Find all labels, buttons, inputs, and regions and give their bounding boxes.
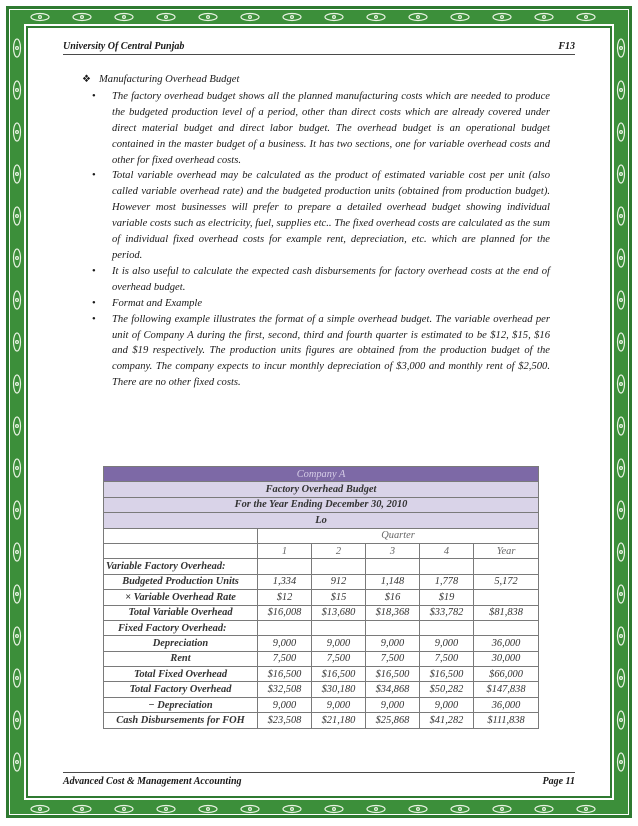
bullet-icon: • <box>92 170 96 182</box>
table-cell <box>474 620 539 635</box>
table-cell: $111,838 <box>474 713 539 728</box>
table-cell: $147,838 <box>474 682 539 697</box>
table-cell <box>312 559 366 574</box>
table-cell: $16,500 <box>258 667 312 682</box>
table-row <box>104 682 539 697</box>
column-header: 4 <box>420 543 474 558</box>
table-cell <box>258 559 312 574</box>
table-row <box>104 697 539 712</box>
table-cell <box>420 620 474 635</box>
table-cell: $34,868 <box>366 682 420 697</box>
table-cell: $16,008 <box>258 605 312 620</box>
table-period: For the Year Ending December 30, 2010 <box>104 497 539 512</box>
table-period-row <box>104 497 539 512</box>
table-cell <box>366 559 420 574</box>
row-label: Depreciation <box>104 636 258 651</box>
overhead-budget-table-wrap <box>103 466 538 729</box>
list-item <box>92 296 550 312</box>
table-cell: $16,500 <box>366 667 420 682</box>
table-quarter-row <box>104 528 539 543</box>
table-cell: 9,000 <box>420 636 474 651</box>
table-cell: $12 <box>258 590 312 605</box>
table-row <box>104 636 539 651</box>
table-cell: 9,000 <box>420 697 474 712</box>
row-label: Fixed Factory Overhead: <box>104 620 258 635</box>
table-unit: Lo <box>104 513 539 528</box>
table-cell: $16,500 <box>420 667 474 682</box>
table-cell: $21,180 <box>312 713 366 728</box>
footer-course: Advanced Cost & Management Accounting <box>63 776 242 787</box>
page-footer <box>63 772 575 787</box>
footer-page-number: Page 11 <box>542 776 575 787</box>
table-cell <box>474 590 539 605</box>
table-cell: 7,500 <box>258 651 312 666</box>
table-cell: $81,838 <box>474 605 539 620</box>
table-cell: 7,500 <box>366 651 420 666</box>
table-cell: 9,000 <box>312 697 366 712</box>
bullet-icon: • <box>92 313 96 325</box>
table-cell: 36,000 <box>474 697 539 712</box>
table-cell: $33,782 <box>420 605 474 620</box>
list-item-text: It is also useful to calculate the expected cash disbursements for factory overhead costs at the end of overhead budget. <box>112 265 550 293</box>
table-cell: 36,000 <box>474 636 539 651</box>
diamond-bullet-icon: ❖ <box>82 74 91 85</box>
table-cell: $30,180 <box>312 682 366 697</box>
table-cell: 912 <box>312 574 366 589</box>
table-cell: $19 <box>420 590 474 605</box>
column-header: Year <box>474 543 539 558</box>
table-unit-row <box>104 513 539 528</box>
table-cell: $23,508 <box>258 713 312 728</box>
table-cell: 9,000 <box>366 636 420 651</box>
list-item-text: Total variable overhead may be calculated as the product of estimated variable cost per unit (also called variable overhead rate) and the budgeted production units (obtained from production budget). However most businesses will prefer to prepare a detailed overhead budget showing individual variable costs such as electricity, fuel, supplies etc.. The fixed overhead costs are calculated as the sum of individual fixed overhead costs for example rent, depreciation, etc. which are planned for the period. <box>112 170 550 261</box>
header-university: University Of Central Punjab <box>63 41 185 52</box>
table-cell <box>258 620 312 635</box>
row-label: Total Variable Overhead <box>104 605 258 620</box>
row-label: Variable Factory Overhead: <box>104 559 258 574</box>
table-cell: $16,500 <box>312 667 366 682</box>
table-cell: $25,868 <box>366 713 420 728</box>
list-item <box>92 264 550 296</box>
column-header: 3 <box>366 543 420 558</box>
section-title: Manufacturing Overhead Budget <box>98 74 240 85</box>
table-row <box>104 559 539 574</box>
row-label: Total Factory Overhead <box>104 682 258 697</box>
table-cell: 30,000 <box>474 651 539 666</box>
row-label: Total Fixed Overhead <box>104 667 258 682</box>
section-heading <box>82 72 550 88</box>
table-quarter-label: Quarter <box>258 528 539 543</box>
list-item-text: Format and Example <box>112 297 203 309</box>
row-label: − Depreciation <box>104 697 258 712</box>
table-row <box>104 574 539 589</box>
list-item <box>92 312 550 392</box>
table-cell: $32,508 <box>258 682 312 697</box>
table-row <box>104 590 539 605</box>
list-item-text: The following example illustrates the format of a simple overhead budget. The variable overhead per unit of Company A during the first, second, third and fourth quarter is estimated to be $12, $15, $16 and $19 respectively. The production units figures are obtained from the production budget of the company. The company expects to incur monthly depreciation of $3,000 and monthly rent of $2,500. There are no other fixed costs. <box>112 313 550 389</box>
page-header <box>63 41 575 55</box>
bullet-icon: • <box>92 297 96 309</box>
table-cell: 1,334 <box>258 574 312 589</box>
table-cell: 9,000 <box>366 697 420 712</box>
overhead-budget-table <box>103 466 539 729</box>
table-column-header-row <box>104 543 539 558</box>
table-cell: $16 <box>366 590 420 605</box>
table-cell: $18,368 <box>366 605 420 620</box>
table-cell: 5,172 <box>474 574 539 589</box>
table-title: Factory Overhead Budget <box>104 482 539 497</box>
table-company: Company A <box>104 467 539 482</box>
table-cell: $13,680 <box>312 605 366 620</box>
table-cell: 9,000 <box>258 636 312 651</box>
table-cell <box>420 559 474 574</box>
column-header: 1 <box>258 543 312 558</box>
table-company-row <box>104 467 539 482</box>
table-cell: $15 <box>312 590 366 605</box>
bullet-icon: • <box>92 90 96 102</box>
table-row <box>104 605 539 620</box>
table-cell <box>366 620 420 635</box>
row-label: Cash Disbursements for FOH <box>104 713 258 728</box>
list-item-text: The factory overhead budget shows all the planned manufacturing costs which are needed to produce the budgeted production level of a period, other than direct costs which are already covered under direct material budget and direct labor budget. The overhead budget is an operational budget contained in the master budget of a business. It has two sections, one for variable overhead costs and other for fixed overhead costs. <box>112 90 550 166</box>
bullet-list <box>82 89 550 391</box>
header-code: F13 <box>558 41 575 52</box>
table-row <box>104 667 539 682</box>
table-cell: $66,000 <box>474 667 539 682</box>
table-row <box>104 620 539 635</box>
row-label: × Variable Overhead Rate <box>104 590 258 605</box>
table-cell: 1,148 <box>366 574 420 589</box>
table-row <box>104 651 539 666</box>
column-header: 2 <box>312 543 366 558</box>
table-cell: $41,282 <box>420 713 474 728</box>
table-cell: 7,500 <box>312 651 366 666</box>
table-cell <box>474 559 539 574</box>
table-cell: 7,500 <box>420 651 474 666</box>
table-cell <box>312 620 366 635</box>
list-item <box>92 89 550 169</box>
row-label: Rent <box>104 651 258 666</box>
table-cell: 9,000 <box>258 697 312 712</box>
main-content <box>82 72 550 391</box>
table-cell: 9,000 <box>312 636 366 651</box>
row-label: Budgeted Production Units <box>104 574 258 589</box>
list-item <box>92 168 550 263</box>
table-cell: $50,282 <box>420 682 474 697</box>
table-title-row <box>104 482 539 497</box>
bullet-icon: • <box>92 265 96 277</box>
table-row <box>104 713 539 728</box>
table-cell: 1,778 <box>420 574 474 589</box>
